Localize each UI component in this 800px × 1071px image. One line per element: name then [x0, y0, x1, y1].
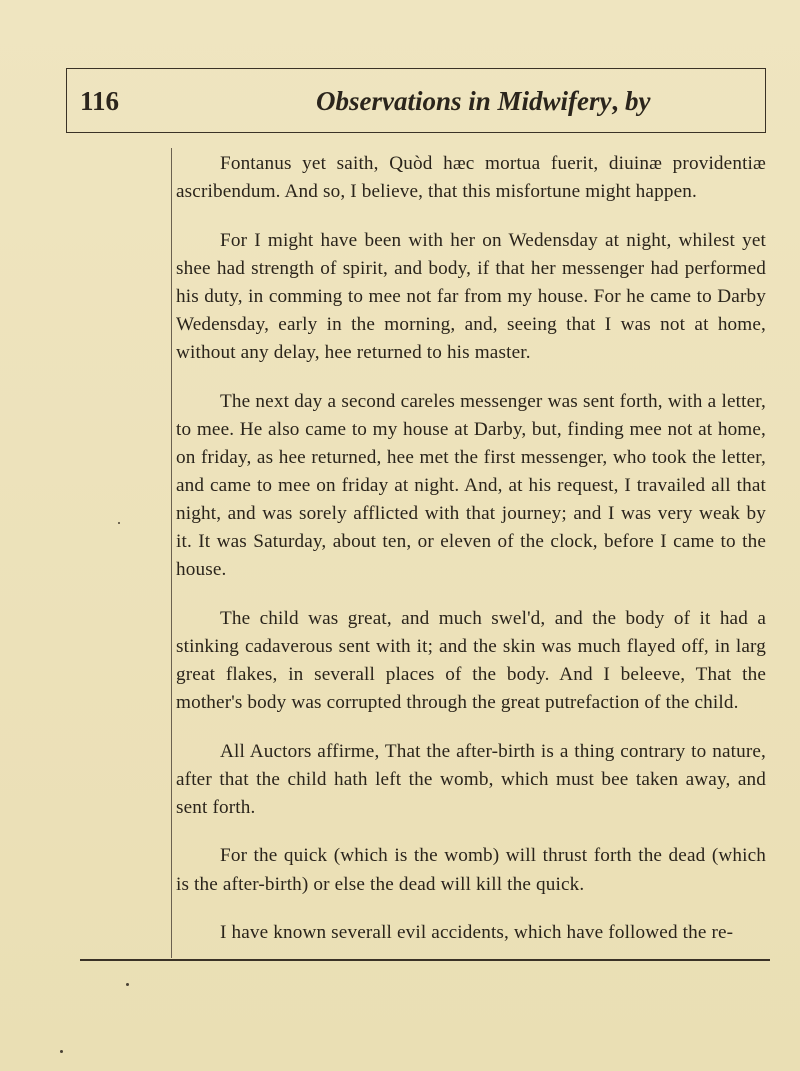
paragraph-7: I have known severall evil accidents, which have followed the re- [220, 922, 734, 944]
paragraph-6: For the quick (which is the womb) will thrust forth the dead (which is the after-birth) or else the dead will kill the quick. [176, 845, 766, 895]
paragraph-2: For I might have been with her on Wedensday at night, whilest yet shee had strength of spirit, and body, if that her messenger had performed his duty, in comming to mee not far from my house. For he came to Darby Wedensday, early in the morning, and, seeing that I was not at home, without any delay, hee returned to his master. [176, 229, 766, 364]
ink-speck [60, 1050, 63, 1053]
ink-speck [126, 983, 129, 986]
ink-speck [118, 522, 120, 524]
running-head [316, 86, 651, 117]
running-head-title: Observations in Midwifery [316, 86, 612, 116]
header-bottom-rule [66, 132, 766, 133]
page-number: 116 [80, 86, 120, 116]
margin-rule [171, 148, 172, 958]
paragraph-4: The child was great, and much swel'd, and the body of it had a stinking cadaverous sent with it; and the skin was much flayed off, in larg great flakes, in severall places of the body. And I beleeve, That the mother's body was corrupted through the great putrefaction of the child. [176, 607, 766, 714]
paragraph-3: The next day a second careles messenger was sent forth, with a letter, to mee. He also came to my house at Darby, but, finding mee not at home, on friday, as hee returned, hee met the first messenger, who took the letter, and came to mee on friday at night. And, at his request, I travailed all that night, and was sorely afflicted with that journey; and I was very weak by it. It was Saturday, about ten, or eleven of the clock, before I came to the house. [176, 390, 766, 581]
running-head-by: by [625, 86, 651, 116]
body-text [176, 150, 766, 947]
paragraph-1: Fontanus yet saith, Quòd hæc mortua fuerit, diuinæ providentiæ ascribendum. And so, I believe, that this misfortune might happen. [176, 153, 766, 203]
header-right-rule [765, 68, 766, 132]
header-left-rule [66, 68, 67, 132]
header-top-rule [66, 68, 766, 69]
paragraph-5: All Auctors affirme, That the after-birth is a thing contrary to nature, after that the child hath left the womb, which must bee taken away, and sent forth. [176, 740, 766, 818]
running-head-comma: , [611, 86, 626, 116]
footer-rule [80, 959, 770, 961]
